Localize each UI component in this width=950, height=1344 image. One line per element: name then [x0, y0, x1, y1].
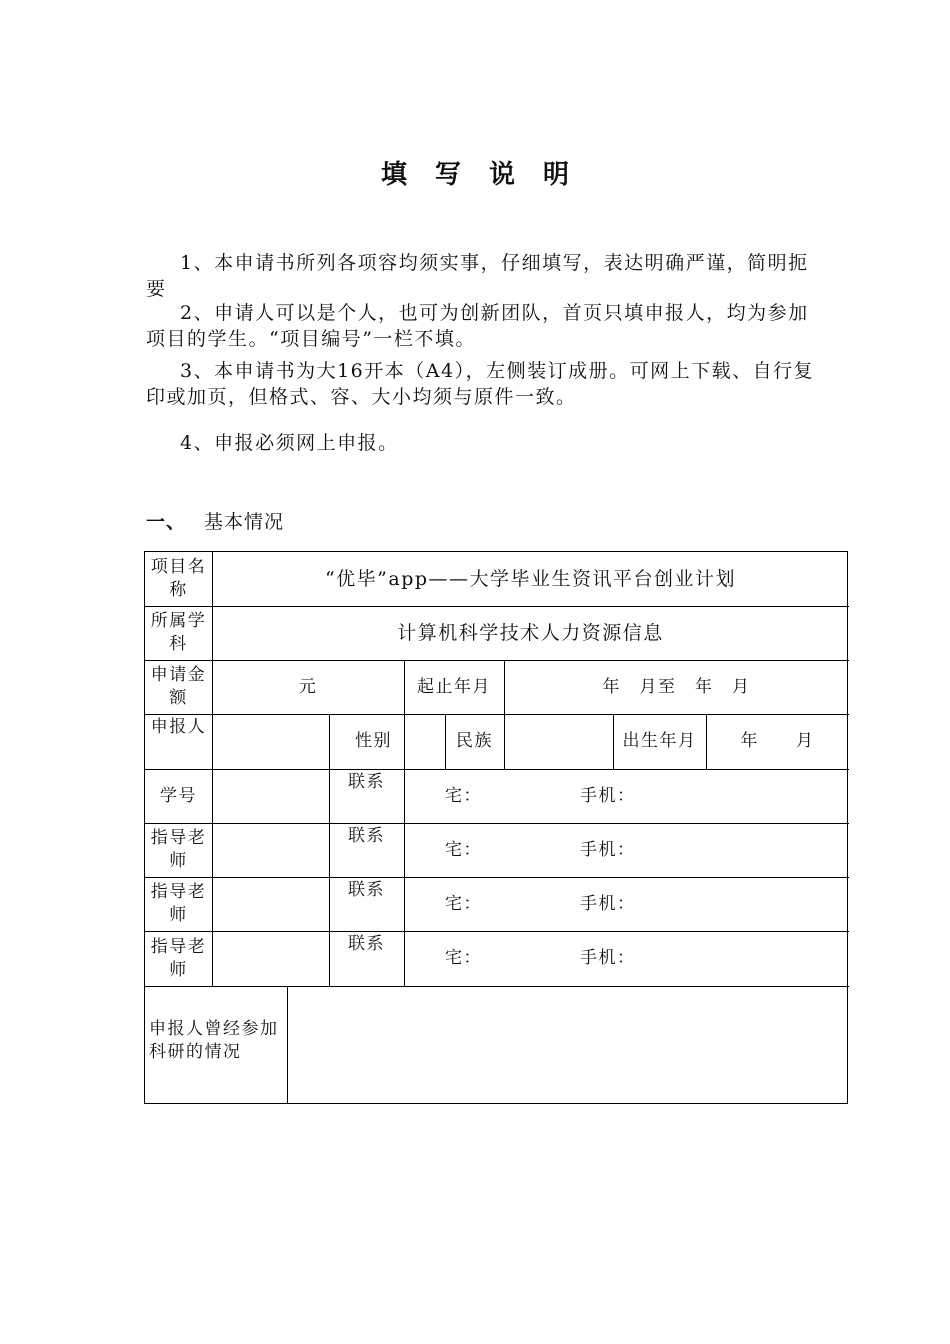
- page-title: 填写说明: [380, 160, 597, 190]
- section-number: 一、: [146, 511, 187, 533]
- advisor-field[interactable]: [212, 823, 329, 877]
- student-id-field[interactable]: [212, 769, 329, 823]
- home-label: 宅：: [445, 839, 482, 860]
- discipline-label: 所属学科: [150, 611, 207, 654]
- gender-label: 性别: [355, 731, 392, 751]
- applicant-field[interactable]: [212, 714, 329, 769]
- amount-label: 申请金额: [150, 665, 207, 708]
- applicant-label: 申报人: [150, 717, 207, 737]
- section-title: 基本情况: [204, 511, 285, 533]
- mobile-label: 手机：: [580, 839, 636, 860]
- contact-label: 联系: [348, 880, 385, 900]
- contact-label: 联系: [348, 934, 385, 954]
- ethnicity-label: 民族: [456, 731, 493, 751]
- amount-value[interactable]: 元: [298, 676, 318, 697]
- advisor-label: 指导老师: [150, 828, 207, 871]
- advisor-label: 指导老师: [150, 936, 207, 980]
- home-label: 宅：: [445, 785, 482, 806]
- instruction-3: 3、本申请书为大16开本（A4），左侧装订成册。可网上下载、自行复印或加页，但格式、容、大小均须与原件一致。: [146, 360, 815, 408]
- mobile-label: 手机：: [580, 893, 636, 914]
- gender-field[interactable]: [404, 714, 445, 769]
- mobile-label: 手机：: [580, 785, 636, 806]
- project-name-label: 项目名称: [150, 557, 207, 600]
- research-label: 申报人曾经参加科研的情况: [149, 1019, 279, 1062]
- birth-value[interactable]: 年 月: [740, 731, 815, 751]
- basic-info-table: [144, 551, 848, 1104]
- instruction-2: 2、申请人可以是个人，也可为创新团队，首页只填申报人，均为参加项目的学生。“项目编号”一栏不填。: [146, 302, 809, 350]
- instruction-4: 4、申报必须网上申报。: [180, 432, 399, 454]
- period-value[interactable]: 年 月至 年 月: [602, 676, 751, 697]
- birth-label: 出生年月: [622, 731, 697, 751]
- home-label: 宅：: [445, 948, 482, 968]
- advisor-field[interactable]: [212, 877, 329, 931]
- home-label: 宅：: [445, 893, 482, 914]
- discipline-value[interactable]: 计算机科学技术人力资源信息: [397, 621, 664, 644]
- advisor-label: 指导老师: [150, 882, 207, 925]
- advisor-field[interactable]: [212, 931, 329, 986]
- period-label: 起止年月: [417, 676, 491, 697]
- research-field[interactable]: [287, 986, 849, 1104]
- mobile-label: 手机：: [580, 948, 636, 968]
- contact-label: 联系: [348, 826, 385, 846]
- ethnicity-field[interactable]: [504, 714, 613, 769]
- contact-label: 联系: [348, 772, 385, 792]
- project-name-value[interactable]: “优毕”app——大学毕业生资讯平台创业计划: [324, 567, 737, 590]
- student-id-label: 学号: [160, 785, 197, 806]
- instruction-1: 1、本申请书所列各项容均须实事，仔细填写，表达明确严谨，简明扼要: [146, 252, 809, 300]
- section-heading: [146, 508, 284, 536]
